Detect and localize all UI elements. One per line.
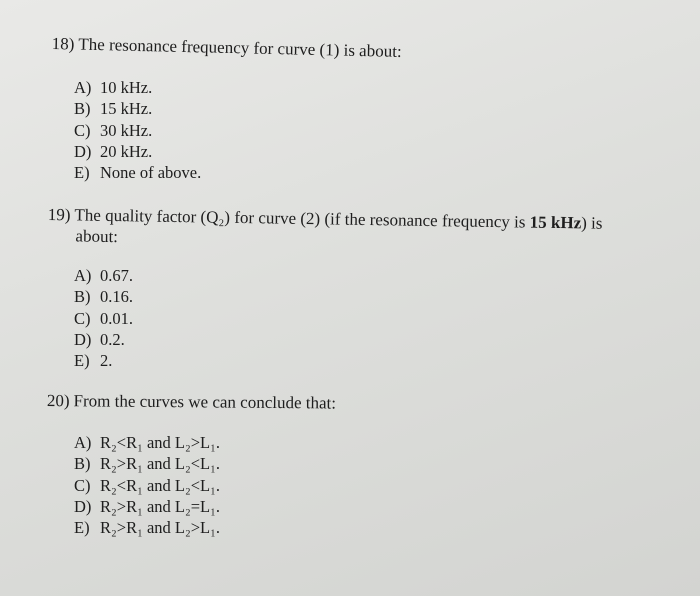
option-letter: B) <box>74 287 91 307</box>
option-letter: A) <box>74 78 92 97</box>
option-text: None of above. <box>100 163 202 183</box>
option-letter: A) <box>74 266 92 285</box>
option-text: 15 kHz. <box>100 99 153 119</box>
option-a <box>74 77 201 98</box>
option-text: R₂>R₁ and L₂=L₁. <box>100 496 220 516</box>
option-letter: A) <box>74 433 92 452</box>
option-e <box>74 350 133 371</box>
option-letter: D) <box>74 141 92 161</box>
option-text: 0.2. <box>100 329 125 349</box>
question-text-bold: 15 kHz <box>529 212 582 233</box>
question-19 <box>47 204 602 255</box>
question-text-end: ) is <box>581 213 603 233</box>
option-letter: C) <box>74 120 91 140</box>
question-18 <box>52 33 402 62</box>
option-letter: B) <box>74 99 91 119</box>
option-e <box>74 517 220 538</box>
option-text: R₂<R₁ and L₂>L₁. <box>100 433 220 452</box>
question-19-options <box>74 265 133 371</box>
option-text: 0.16. <box>100 287 133 307</box>
option-text: 30 kHz. <box>100 120 153 140</box>
option-letter: E) <box>74 351 90 371</box>
option-text: 0.67. <box>100 266 133 285</box>
option-b <box>74 98 201 119</box>
option-c <box>74 475 220 496</box>
question-text: The quality factor (Q₂) for curve (2) (if the resonance frequency is <box>74 205 530 232</box>
option-text: R₂<R₁ and L₂<L₁. <box>100 475 220 495</box>
option-d <box>74 496 220 517</box>
option-letter: E) <box>74 163 90 183</box>
question-20-stem <box>47 390 336 414</box>
option-b <box>74 453 220 474</box>
option-letter: D) <box>74 329 92 349</box>
option-text: 10 kHz. <box>100 78 153 97</box>
question-19-stem-line2: about: <box>75 226 119 247</box>
question-number: 19) <box>47 204 71 225</box>
option-c <box>74 120 201 141</box>
option-b <box>74 286 133 307</box>
option-letter: D) <box>74 496 92 516</box>
option-a <box>74 265 133 286</box>
option-c <box>74 308 133 329</box>
question-18-options <box>74 77 201 183</box>
question-text: The resonance frequency for curve (1) is about: <box>78 34 402 61</box>
option-e <box>74 162 201 183</box>
question-18-stem <box>52 33 402 62</box>
option-letter: B) <box>74 454 91 474</box>
question-number: 20) <box>46 390 70 411</box>
option-text: 20 kHz. <box>100 141 153 161</box>
option-letter: C) <box>74 308 91 328</box>
option-text: 2. <box>100 351 113 371</box>
question-20-options <box>74 432 220 538</box>
option-letter: E) <box>74 518 90 538</box>
option-d <box>74 329 133 350</box>
question-number: 18) <box>51 33 75 54</box>
question-20 <box>47 390 336 414</box>
option-d <box>74 141 201 162</box>
option-letter: C) <box>74 475 91 495</box>
option-text: R₂>R₁ and L₂<L₁. <box>100 454 220 474</box>
option-a <box>74 432 220 453</box>
option-text: 0.01. <box>100 308 133 328</box>
option-text: R₂>R₁ and L₂>L₁. <box>100 518 220 538</box>
question-text: From the curves we can conclude that: <box>73 391 337 413</box>
